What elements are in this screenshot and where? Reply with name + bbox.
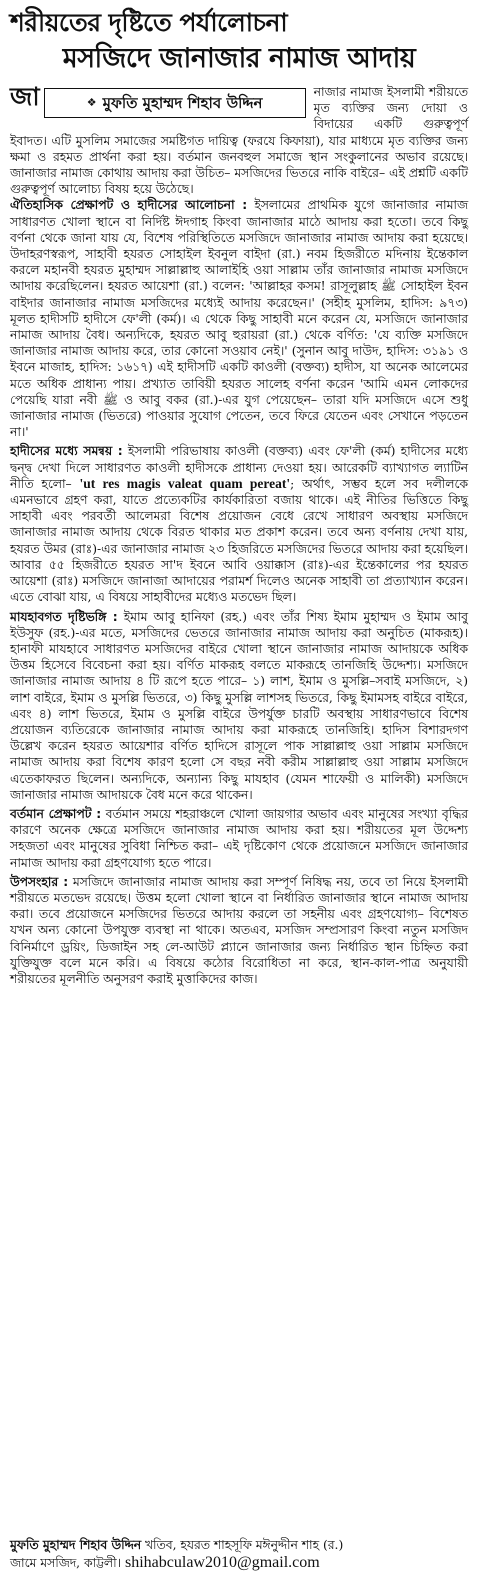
footer-mosque: জামে মসজিদ, কাট্টলী। [10, 1556, 121, 1570]
diamond-ornament-icon: ❖ [86, 95, 97, 109]
section-conclusion [10, 874, 468, 987]
section-heading: বর্তমান প্রেক্ষাপট : [10, 806, 102, 821]
author-footer [10, 1536, 468, 1572]
byline-box [44, 88, 306, 118]
article-intro [10, 84, 468, 197]
section-reconciliation [10, 443, 468, 605]
footer-email: shihabculaw2010@gmail.com [121, 1554, 320, 1571]
footer-author-title: খতিব, হযরত শাহসূফি মঈনুদ্দীন শাহ (র.) [141, 1538, 344, 1552]
latin-maxim: 'ut res magis valeat quam pereat' [79, 475, 291, 491]
section-body: ইসলামী পরিভাষায় কাওলী (বক্তব্য) এবং ফে'লী (কর্ম) হাদীসের মধ্যে দ্বন্দ্ব দেখা দিলে সাধারণত কাওলী হাদীসকে প্রাধান্য দেওয়া হয়। আরেকটি ব্যাখ্যাগত ল্যাটিন নীতি হলো– [10, 444, 469, 491]
section-history [10, 197, 468, 440]
section-heading: ঐতিহাসিক প্রেক্ষাপট ও হাদীসের আলোচনা : [10, 198, 248, 213]
section-present [10, 806, 468, 871]
section-body: ইসলামের প্রাথমিক যুগে জানাজার নামাজ সাধারণত খোলা স্থানে বা নির্দিষ্ট ঈদগাহ কিংবা জানাজার মাঠে আদায় করা হতো। তবে কিছু বর্ণনা থেকে জানা যায় যে, বিশেষ পরিস্থিতিতে মসজিদে জানাজার নামাজ আদায় করা হয়েছে। উদাহরণস্বরূপ, সাহাবী হযরত সোহাইল ইবনুল বাইদা (রা.) নবম হিজরীতে মদিনায় ইন্তেকাল করলে মহানবী হযরত মুহাম্মদ সাল্লাল্লাহু আলাইহি ওয়া সাল্লাম তাঁর জানাজার নামাজ মসজিদে আদায় করেছিলেন। হযরত আয়েশা (রা.) বলেন: 'আল্লাহর কসম! রাসূলুল্লাহ ﷺ সোহাইল ইবন বাইদার জানাজার নামাজ মসজিদের মধ্যেই আদায় করেছেন।' (সহীহ মুসলিম, হাদিস: ৯৭৩) মূলত হাদীসটি হাদীসে ফে'লী (কর্ম)। এ থেকে কিছু সাহাবী মনে করেন যে, মসজিদে জানাজার নামাজ আদায় বৈধ। অন্যদিকে, হযরত আবু হুরায়রা (রা.) থেকে বর্ণিত: 'যে ব্যক্তি মসজিদে জানাজার নামাজ আদায় করে, তার কোনো সওয়াব নেই।' (সুনান আবু দাউদ, হাদিস: ৩১৯১ ও ইবনে মাজাহ, হাদিস: ১৬১৭) এই হাদীসটি একটি কাওলী (বক্তব্য) হাদীস, যা অনেক আলেমের মতে অধিক প্রাধান্য পায়। প্রখ্যাত তাবিয়ী হযরত সালেহ বর্ণনা করেন 'আমি এমন লোকদের পেয়েছি যারা নবী ﷺ ও আবু বকর (রা.)-এর যুগ পেয়েছেন– তারা যদি মসজিদে এসে শুধু জানাজার নামাজ (ভিতরে) পাওয়ার সুযোগ পেতেন, তবে ফিরে যেতেন এবং সেখানে পড়তেন না।' [10, 198, 468, 440]
section-body: মসজিদে জানাজার নামাজ আদায় করা সম্পূর্ণ নিষিদ্ধ নয়, তবে তা নিয়ে ইসলামী শরীয়তে মতভেদ রয়েছে। উত্তম হলো খোলা স্থানে বা নির্ধারিত জানাজার স্থানে নামাজ আদায় করা। তবে প্রয়োজনে মসজিদের ভিতরে আদায় করলে তা সহনীয় এবং গ্রহণযোগ্য– বিশেষত যখন অন্য কোনো উপযুক্ত ব্যবস্থা না থাকে। অতএব, মসজিদ সম্প্রসারণ কিংবা নতুন মসজিদ বিনির্মাণে ড্রয়িং, ডিজাইন সহ লে-আউট প্ল্যানে জানাজার জন্য নির্ধারিত স্থান চিহ্নিত করা যুক্তিযুক্ত বলে মনে করি। এ বিষয়ে কঠোর বিরোধিতা না করে, স্থান-কাল-পাত্র অনুযায়ী শরীয়তের মূলনীতি অনুসরণ করাই মুত্তাকিদের কাজ। [10, 874, 468, 986]
section-body: ইমাম আবু হানিফা (রহ.) এবং তাঁর শিষ্য ইমাম মুহাম্মদ ও ইমাম আবু ইউসুফ (রহ.)-এর মতে, মসজিদের ভেতরে জানাজার নামাজ আদায় করা অনুচিত (মাকরূহ)। হানাফী মাযহাবে সাধারণত মসজিদের বাইরে খোলা স্থানে জানাজার নামাজ আদায়কে অধিক উত্তম হিসেবে বিবেচনা করা হয়। বর্ণিত মাকরূহ বলতে মাকরূহে তানজিহি উদ্দেশ্য। মসজিদে জানাজার নামাজ আদায় ৪ টি রূপে হতে পারে– ১) লাশ, ইমাম ও মুসল্লি–সবাই মসজিদে, ২) লাশ বাইরে, ইমাম ও মুসল্লি ভিতরে, ৩) কিছু মুসল্লি লাশসহ ভিতরে, কিছু ইমামসহ বাইরে বাইরে, এবং ৪) লাশ ভিতরে, ইমাম ও মুসল্লি বাইরে উপর্যুক্ত চারটি অবস্থায় সাধারণভাবে বিশেষ প্রয়োজন ব্যতিরেকে জানাজার নামাজ আদায় করা মাকরূহে তানজিহি। হাদিস বিশারদগণ উল্লেখ করেন হযরত আয়েশার বর্ণিত হাদিসে রাসূলে পাক সাল্লাল্লাহু ওয়া সাল্লাম মসজিদে নামাজ আদায় করা বিশেষ কারণ হলো সে বছর নবী করীম সাল্লাল্লাহু ওয়া সাল্লাম মসজিদে এতেকাফরত ছিলেন। অন্যদিকে, অন্যান্য কিছু মাযহাব (যেমন শাফেয়ী ও মালিকী) মসজিদে জানাজার নামাজ আদায়কে বৈধ মনে করে থাকেন। [10, 609, 468, 802]
article-kicker: শরীয়তের দৃষ্টিতে পর্যালোচনা [10, 8, 288, 37]
section-body: ; অর্থাৎ, সম্ভব হলে সব দলীলকে এমনভাবে গ্রহণ করা, যাতে প্রত্যেকটির কার্যকারিতা বজায় থাকে। এই নীতির ভিত্তিতে কিছু সাহাবী এবং পরবর্তী আলেমরা বিশেষ প্রয়োজন বেধে রেখে সাধারণ অবস্থায় মসজিদে জানাজার নামাজ আদায় থেকে বিরত থাকার মত প্রকাশ করেন। তবে অন্য বর্ণনায় দেখা যায়, হযরত উমর (রাঃ)-এর জানাজার নামাজ ২৩ হিজরিতে মসজিদের ভিতরে আদায় করা হয়েছিল। আবার ৫৫ হিজরীতে হযরত সা'দ ইবনে আবি ওয়াক্কাস (রাঃ)-এর ইন্তেকালের পর হযরত আয়েশা (রাঃ) মসজিদে জানাজা আদায়ের পরামর্শ দিলেও অনেক সাহাবী তা প্রত্যাখ্যান করেন। এতে বোঝা যায়, এ বিষয়ে সাহাবীদের মধ্যেও মতভেদ ছিল। [10, 476, 469, 605]
section-body: বর্তমান সময়ে শহরাঞ্চলে খোলা জায়গার অভাব এবং মানুষের সংখ্যা বৃদ্ধির কারণে অনেক ক্ষেত্রে মসজিদে জানাজার নামাজ আদায় করা হয়। শরীয়তের মূল উদ্দেশ্য সহজতা এবং মানুষের সুবিধা নিশ্চিত করা– এই দৃষ্টিকোণ থেকে প্রয়োজনে মসজিদে জানাজার নামাজ আদায় করা গ্রহণযোগ্য হতে পারে। [10, 806, 468, 870]
article-headline: মসজিদে জানাজার নামাজ আদায় [62, 43, 416, 74]
intro-text: নাজার নামাজ ইসলামী শরীয়তে মৃত ব্যক্তির জন্য দোয়া ও বিদায়ের একটি গুরুত্বপূর্ণ ইবাদত। এটি মুসলিম সমাজের সমষ্টিগত দায়িত্ব (ফরযে কিফায়া), যার মাধ্যমে মৃত ব্যক্তির জন্য ক্ষমা ও রহমত প্রার্থনা করা হয়। বর্তমান জনবহুল সমাজে স্থান সংকুলানের অভাব রয়েছে। জানাজার নামাজ কোথায় আদায় করা উচিত– মসজিদের ভিতরে নাকি বাইরে– এই প্রশ্নটি একটি গুরুত্বপূর্ণ আলোচ্য বিষয় হয়ে উঠেছে। [10, 85, 468, 197]
footer-author-name: মুফতি মুহাম্মদ শিহাব উদ্দিন [10, 1538, 142, 1552]
byline-author: মুফতি মুহাম্মদ শিহাব উদ্দিন [102, 93, 263, 112]
section-heading: হাদীসের মধ্যে সমন্বয় : [10, 444, 123, 459]
drop-cap: জা [10, 82, 40, 111]
section-madhhab [10, 609, 468, 803]
section-heading: মাযহাবগত দৃষ্টিভঙ্গি : [10, 609, 118, 624]
section-heading: উপসংহার : [10, 874, 69, 889]
